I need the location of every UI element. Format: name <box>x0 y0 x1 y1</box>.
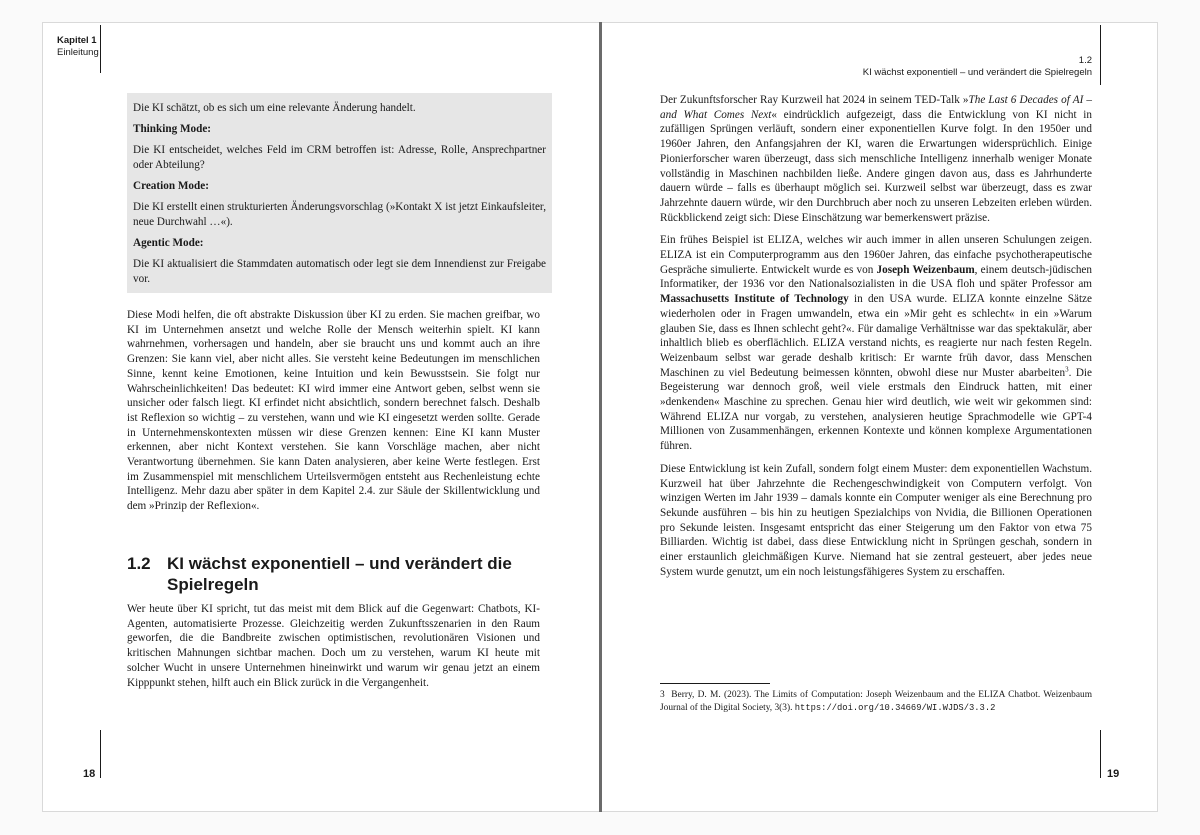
top-right-margin-rule <box>1100 25 1101 85</box>
body-text: Wer heute über KI spricht, tut das meist mit dem Blick auf die Gegenwart: Chatbots, KI-Agenten, automatisierte Prozesse. Gleichzeitig werden Zukunftsszenarien in den Raum geworfen, die die Bandbreite zwischen optimistischen, revolutionären Visionen und kritischen Mahnungen sichtbar machen. Doch um zu verstehen, warum KI heute mit solcher Wucht in unsere Unternehmen hineinwirkt und warum wir genau jetzt an einem Kipppunkt stehen, hilft auch ein Blick zurück in die Vergangenheit. <box>127 603 540 689</box>
bold-name-weizenbaum: Joseph Weizenbaum <box>876 263 975 276</box>
footnote-text: Berry, D. M. (2023). The Limits of Computation: Joseph Weizenbaum and the ELIZA Chatbot. Weizenbaum Journal of the Digital Society, 3(3). <box>660 690 1093 713</box>
footnote-reference[interactable]: 3 <box>1065 364 1069 373</box>
box-paragraph: Die KI schätzt, ob es sich um eine relevante Änderung handelt. <box>133 102 416 114</box>
text-run: . Die Begeisterung war dennoch groß, weil viele erstmals den Eindruck hatten, mit einer »denkenden« Maschine zu sprechen. Genau hier wird deutlich, wie weit wir gekommen sind: Während ELIZA nur vorgab, zu verstehen, analysieren heutige Sprachmodelle wie GPT-4 Millionen von Zusammenhängen, erkennen Kontexte und können komplexe Argumentationen führen. <box>660 366 1093 453</box>
right-paragraph-3: Diese Entwicklung ist kein Zufall, sondern folgt einem Muster: dem exponentiellen Wachstum. Kurzweil hat über Jahrzehnte die Rechengeschwindigkeit von Computern verfolgt. Von winzigen Werten im Jahr 1939 – damals konnte ein Computer weniger als eine Berechnung pro Sekunde ausführen – bis hin zu heutigen Spezialchips von Nvidia, die Billionen Operationen pro Sekunde leisten. Insgesamt entspricht das einer Steigerung um den Faktor von etwa 75 Billiarden. Wichtig ist dabei, dass diese Entwicklung nicht in Sprüngen geschah, sondern in einer erstaunlich gleichmäßigen Kurve. Niemand hat sie zentral gesteuert, aber jedes neue System wurde genutzt, um ein noch leistungsfähigeres System zu erschaffen. <box>660 462 1092 578</box>
box-paragraph: Die KI erstellt einen strukturierten Änderungsvorschlag (»Kontakt X ist jetzt Einkaufsleiter, neue Durchwahl …«). <box>133 201 546 228</box>
top-left-margin-rule <box>100 25 101 73</box>
left-body-paragraph-2 <box>127 602 540 690</box>
bottom-right-margin-rule <box>1100 730 1101 778</box>
section-number: 1.2 <box>127 554 151 573</box>
left-body-paragraph-1 <box>127 308 540 514</box>
bold-name-mit: Massachusetts Institute of Technology <box>660 293 849 306</box>
right-page-number: 19 <box>1107 768 1120 780</box>
footnote <box>660 689 1092 714</box>
bottom-left-margin-rule <box>100 730 101 778</box>
book-spine <box>599 22 602 812</box>
text-run: , einem deutsch-jüdischen Informatiker, der 1936 vor den Nationalsozialisten in die USA floh und später Professor am <box>660 263 1092 291</box>
box-paragraph: Die KI entscheidet, welches Feld im CRM betroffen ist: Adresse, Rolle, Ansprechpartner oder Abteilung? <box>133 144 546 171</box>
section-heading <box>127 553 540 595</box>
right-body-column <box>660 93 1092 588</box>
talk-title-italic: The Last 6 Decades of AI – and What Comes Next <box>660 94 1092 121</box>
box-heading-creation: Creation Mode: <box>133 180 209 192</box>
section-title: KI wächst exponentiell – und verändert die Spielregeln <box>167 554 512 594</box>
footnote-number: 3 <box>660 690 665 700</box>
right-running-head <box>863 55 1092 79</box>
left-running-head <box>57 35 99 59</box>
text-run: Der Zukunftsforscher Ray Kurzweil hat 2024 in seinem TED-Talk » <box>660 94 969 106</box>
box-heading-thinking: Thinking Mode: <box>133 123 212 135</box>
right-paragraph-1 <box>660 93 1092 225</box>
running-head-chapter: Kapitel 1 <box>57 35 97 46</box>
body-text: Diese Modi helfen, die oft abstrakte Diskussion über KI zu erden. Sie machen greifbar, wo KI im Unternehmen ansetzt und welche Rolle der Mensch weiterhin spielt. KI kann wahrnehmen, vorhersagen und handeln, aber sie braucht uns und kommt auch an ihre Grenzen: Sie kann viel, aber nicht alles. Sie versteht keine Bedeutungen im menschlichen Sinne, kennt keine Emotionen, keine Intuition und kein Bewusstsein. Sie folgt nur Wahrscheinlichkeiten! Das bedeutet: KI wird immer eine Antwort geben, selbst wenn sie unsicher oder falsch liegt. KI erfindet nicht absichtlich, sondern berechnet falsch. Deshalb ist Reflexion so wichtig – zu verstehen, wann und wie KI eingesetzt werden sollte. Gerade in Unternehmenskontexten müssen wir diese Grenzen kennen: Eine KI kann Muster erkennen, aber nicht Kontext verstehen. Sie kann Vorschläge machen, aber nicht Verantwortung übernehmen. Sie kann Daten analysieren, aber keine Werte festlegen. Erst im Zusammenspiel mit menschlichem Urteilsvermögen entsteht aus Rechenleistung echte Intelligenz. Mehr dazu aber später in dem Kapitel 2.4. zur Säule der Skillentwicklung und dem »Prinzip der Reflexion«. <box>127 309 540 513</box>
left-page-number: 18 <box>83 768 96 780</box>
box-paragraph: Die KI aktualisiert die Stammdaten automatisch oder legt sie dem Innendienst zur Freigabe vor. <box>133 258 546 285</box>
text-run: in den USA wurde. ELIZA konnte einzelne Sätze wiederholen oder in Fragen umwandeln, etwa ein »Mir geht es schlecht« in ein »Warum glauben Sie, dass es Ihnen schlecht geht?«. Für damalige Verhältnisse war das spektakulär, aber inhaltlich blieb es oberflächlich. ELIZA verstand nichts, es reagierte nur nach festen Regeln. Weizenbaum selbst war gerade deshalb kritisch: Er warnte früh davor, dass Menschen Maschinen zu viel Bedeutung beimessen könnten, obwohl diese nur Muster abarbeiten <box>660 293 1092 379</box>
running-head-chapter-title: Einleitung <box>57 47 99 58</box>
box-heading-agentic: Agentic Mode: <box>133 237 204 249</box>
right-paragraph-2 <box>660 233 1092 454</box>
modes-info-box <box>127 93 552 293</box>
text-run: « eindrücklich aufgezeigt, dass die Entwicklung von KI nicht in zufälligen Sprüngen verläuft, sondern einer exponentiellen Kurve folgt. In den 1950er und 1960er Jahren, den Anfangsjahren der KI, waren die Erwartungen widersprüchlich. Einige Pionierforscher waren überzeugt, dass sich menschliche Intelligenz innerhalb weniger Monate vollständig in Maschinen nachbilden ließe. Andere gingen davon aus, dass es Jahrhunderte dauern würde – falls es überhaupt möglich sei. Kurzweil selbst war überzeugt, dass es zwar Jahrzehnte dauern würde, wir den Durchbruch aber noch zu unseren Lebzeiten erleben würden. Rückblickend zeigt sich: Diese Einschätzung war bemerkenswert präzise. <box>660 108 1093 224</box>
footnote-rule <box>660 683 770 684</box>
running-head-section-number: 1.2 <box>1078 55 1092 66</box>
footnote-doi-link[interactable]: https://doi.org/10.34669/WI.WJDS/3.3.2 <box>794 702 996 713</box>
running-head-section-title: KI wächst exponentiell – und verändert die Spielregeln <box>862 67 1092 78</box>
text-run: Ein frühes Beispiel ist ELIZA, welches wir auch immer in allen unseren Schulungen zeigen. ELIZA ist ein Computerprogramm aus den 1960er Jahren, das einfache psychotherapeutische Gespräche simulierte. Entwickelt wurde es von <box>660 234 1092 276</box>
